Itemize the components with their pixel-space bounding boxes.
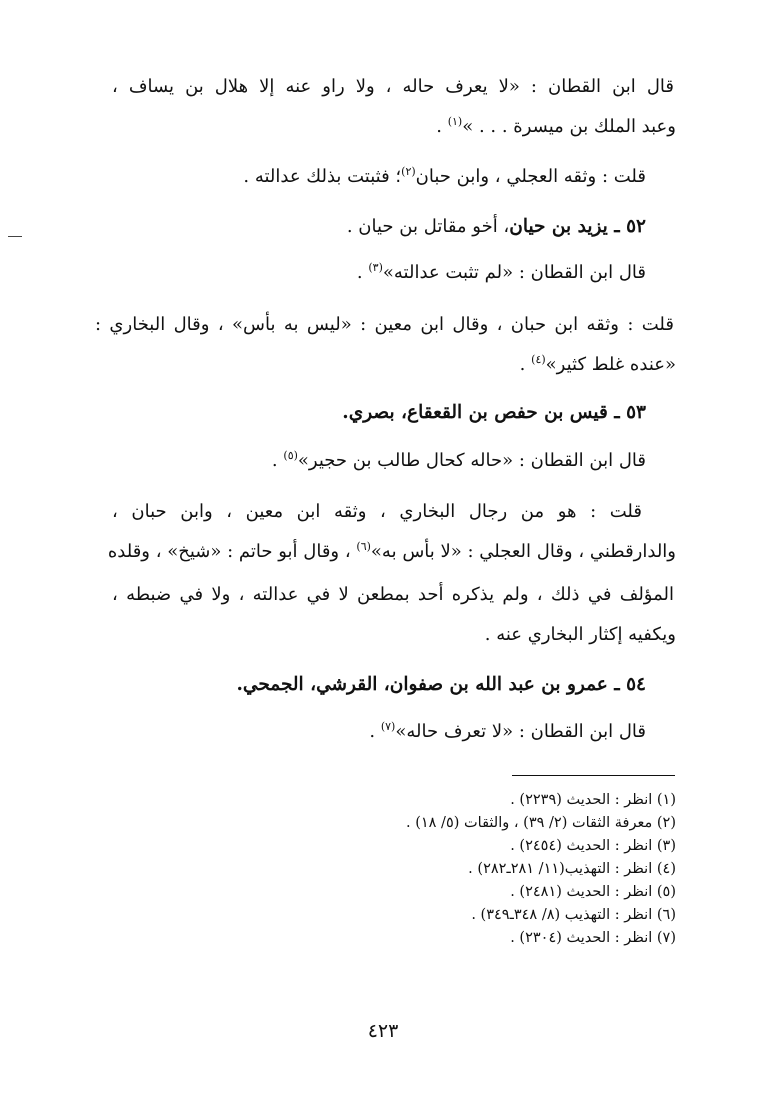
page-number: ٤٢٣	[367, 1020, 399, 1042]
footnote-5: (٥) انظر : الحديث (٢٤٨١) .	[510, 884, 676, 900]
text-line: والدارقطني ، وقال العجلي : «لا بأس به»$^{(٦)}$ ، وقال أبو حاتم : «شيخ» ، وقلده	[107, 540, 676, 562]
footnote-ref: (١)	[447, 115, 463, 128]
text-line: قال ابن القطان : «حاله كحال طالب بن حجير»$^{(٥)}$ .	[271, 449, 646, 471]
footnote-divider	[512, 775, 675, 776]
text-line: قال ابن القطان : «لا تعرف حاله»$^{(٧)}$ .	[369, 720, 646, 742]
text-line: ويكفيه إكثار البخاري عنه .	[484, 624, 676, 645]
footnote-ref: (٢)	[401, 165, 416, 178]
footnote-3: (٣) انظر : الحديث (٢٤٥٤) .	[510, 838, 676, 854]
entry-54-title: ٥٤ ـ عمرو بن عبد الله بن صفوان، القرشي، الجمحي.	[236, 674, 646, 695]
footnote-1: (١) انظر : الحديث (٢٢٣٩) .	[510, 792, 676, 808]
text-line: قلت : وثقه العجلي ، وابن حبان$^{(٢)}$؛ فثبتت بذلك عدالته .	[243, 165, 646, 187]
text-line: قال ابن القطان : «لا يعرف حاله ، ولا راو عنه إلا هلال بن يساف ،	[112, 76, 674, 97]
footnote-ref: (٧)	[380, 720, 396, 733]
text-line: وعبد الملك بن ميسرة . . . »$^{(١)}$ .	[436, 115, 676, 137]
footnote-ref: (٣)	[368, 261, 383, 274]
text-line: «عنده غلط كثير»$^{(٤)}$ .	[519, 353, 676, 375]
footnote-ref: (٤)	[531, 353, 546, 366]
text-line: المؤلف في ذلك ، ولم يذكره أحد بمطعن لا في عدالته ، ولا في ضبطه ،	[112, 584, 674, 605]
footnote-ref: (٥)	[283, 449, 298, 462]
footnote-4: (٤) انظر : التهذيب(١١/ ٢٨١ـ٢٨٢) .	[468, 861, 676, 877]
text-line: قلت : هو من رجال البخاري ، وثقه ابن معين ، وابن حبان ،	[112, 501, 642, 522]
entry-52-title: ٥٢ ـ يزيد بن حيان	[509, 216, 646, 237]
text-line: قلت : وثقه ابن حبان ، وقال ابن معين : «ليس به بأس» ، وقال البخاري :	[95, 314, 674, 335]
entry-53-title: ٥٣ ـ قيس بن حفص بن القعقاع، بصري.	[342, 402, 646, 423]
text-line: قال ابن القطان : «لم تثبت عدالته»$^{(٣)}$ .	[356, 261, 646, 283]
footnote-7: (٧) انظر : الحديث (٢٣٠٤) .	[510, 930, 676, 946]
footnote-ref: (٦)	[356, 540, 371, 553]
footnote-2: (٢) معرفة الثقات (٢/ ٣٩) ، والثقات (٥/ ١٨) .	[405, 815, 676, 831]
margin-mark	[8, 236, 22, 237]
footnote-6: (٦) انظر : التهذيب (٨/ ٣٤٨ـ٣٤٩) .	[471, 907, 676, 923]
entry-heading: ٥٢ ـ يزيد بن حيان، أخو مقاتل بن حيان .	[346, 216, 646, 237]
